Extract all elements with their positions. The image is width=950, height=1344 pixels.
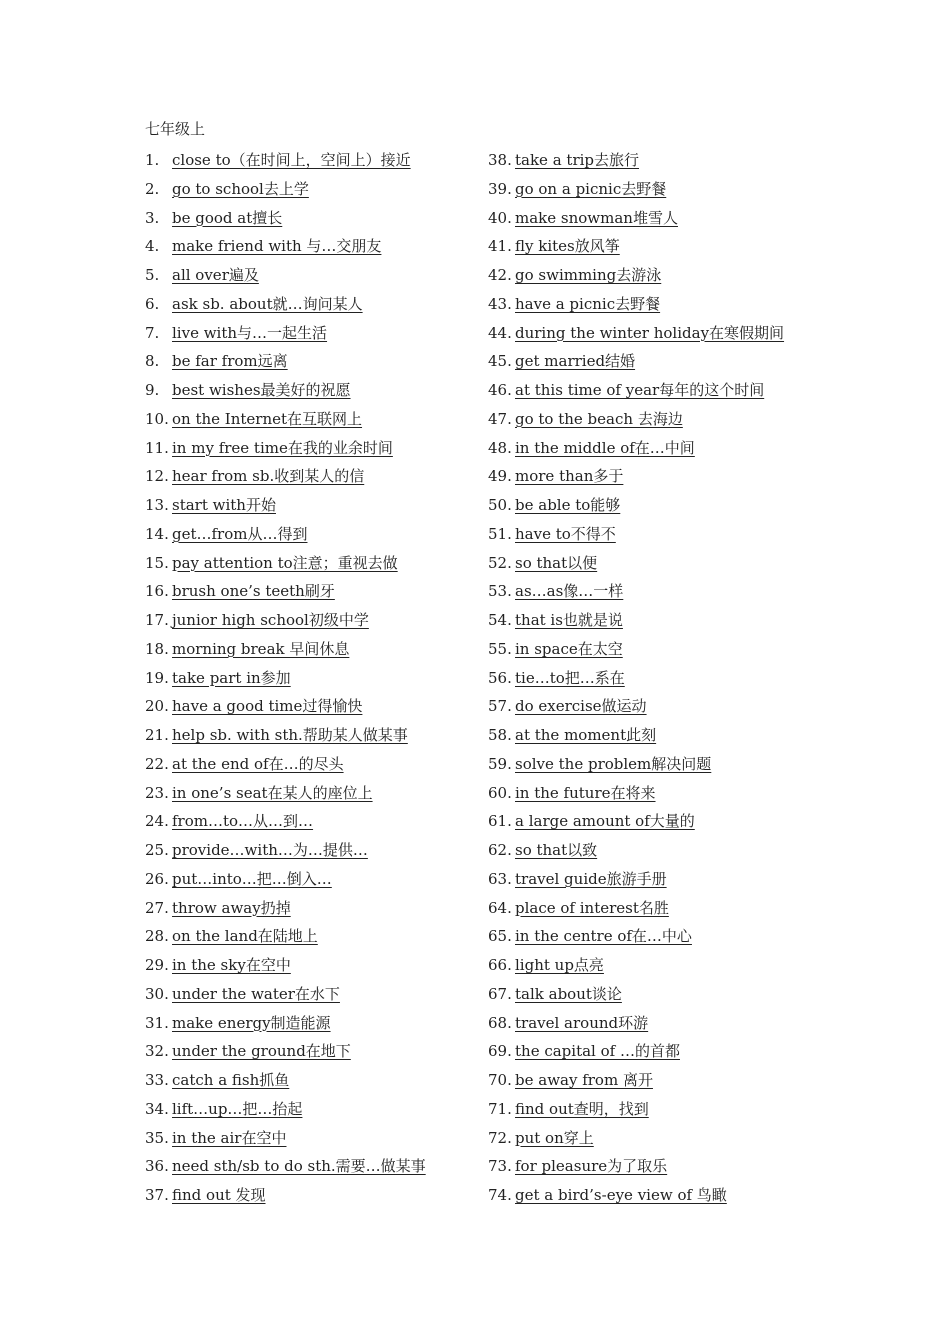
item-number: 23. bbox=[145, 783, 169, 802]
item-number: 55. bbox=[488, 639, 512, 658]
phrase-item bbox=[145, 836, 475, 865]
item-number: 14. bbox=[145, 524, 169, 543]
item-number: 67. bbox=[488, 984, 512, 1003]
phrase-text: solve the problem解决问题 bbox=[515, 754, 712, 773]
phrase-text: throw away扔掉 bbox=[172, 898, 291, 917]
phrase-item bbox=[145, 1009, 475, 1038]
phrase-text: place of interest名胜 bbox=[515, 898, 669, 917]
phrase-item bbox=[488, 577, 818, 606]
phrase-text: under the water在水下 bbox=[172, 984, 340, 1003]
phrase-text: go swimming去游泳 bbox=[515, 266, 662, 284]
item-number: 40. bbox=[488, 208, 512, 227]
item-number: 57. bbox=[488, 697, 512, 716]
item-number: 51. bbox=[488, 524, 512, 543]
phrase-text: be far from远离 bbox=[172, 352, 288, 371]
item-number: 33. bbox=[145, 1071, 169, 1089]
phrase-text: in one’s seat在某人的座位上 bbox=[172, 783, 373, 802]
phrase-text: have to不得不 bbox=[515, 524, 616, 543]
phrase-text: lift…up…把…抬起 bbox=[172, 1099, 303, 1118]
phrase-text: take a trip去旅行 bbox=[515, 151, 640, 169]
phrase-text: travel guide旅游手册 bbox=[515, 869, 667, 888]
phrase-text: go to school去上学 bbox=[172, 179, 309, 198]
phrase-item bbox=[145, 347, 475, 376]
phrase-text: best wishes最美好的祝愿 bbox=[172, 381, 351, 399]
phrase-text: in the sky在空中 bbox=[172, 956, 291, 974]
phrase-text: fly kites放风筝 bbox=[515, 237, 620, 256]
item-number: 53. bbox=[488, 582, 512, 601]
phrase-text: junior high school初级中学 bbox=[172, 611, 369, 629]
phrase-item bbox=[488, 951, 818, 980]
item-number: 54. bbox=[488, 611, 512, 629]
phrase-list-left bbox=[145, 146, 475, 1210]
item-number: 1. bbox=[145, 151, 160, 169]
phrase-text: all over遍及 bbox=[172, 266, 259, 284]
phrase-item bbox=[488, 405, 818, 434]
item-number: 68. bbox=[488, 1013, 512, 1032]
phrase-text: in my free time在我的业余时间 bbox=[172, 438, 393, 457]
phrase-item bbox=[145, 807, 475, 836]
item-number: 37. bbox=[145, 1186, 169, 1204]
phrase-item bbox=[145, 146, 475, 175]
phrase-text: at this time of year每年的这个时间 bbox=[515, 381, 765, 399]
phrase-item bbox=[145, 1095, 475, 1124]
phrase-item bbox=[145, 980, 475, 1009]
item-number: 18. bbox=[145, 639, 169, 658]
item-number: 65. bbox=[488, 927, 512, 946]
phrase-text: have a picnic去野餐 bbox=[515, 294, 661, 313]
phrase-text: at the moment此刻 bbox=[515, 726, 657, 744]
phrase-item bbox=[488, 779, 818, 808]
item-number: 61. bbox=[488, 812, 512, 831]
phrase-text: so that以便 bbox=[515, 553, 598, 572]
phrase-text: as…as像…一样 bbox=[515, 582, 624, 601]
item-number: 25. bbox=[145, 841, 169, 859]
item-number: 69. bbox=[488, 1042, 512, 1061]
phrase-item bbox=[488, 290, 818, 319]
item-number: 42. bbox=[488, 266, 512, 284]
item-number: 16. bbox=[145, 582, 169, 601]
phrase-item bbox=[488, 232, 818, 261]
phrase-item bbox=[488, 922, 818, 951]
phrase-item bbox=[488, 836, 818, 865]
item-number: 7. bbox=[145, 323, 160, 342]
phrase-text: a large amount of大量的 bbox=[515, 812, 695, 831]
item-number: 20. bbox=[145, 697, 169, 716]
item-number: 59. bbox=[488, 754, 512, 773]
item-number: 26. bbox=[145, 869, 169, 888]
item-number: 41. bbox=[488, 237, 512, 256]
item-number: 15. bbox=[145, 553, 169, 572]
phrase-item bbox=[488, 1066, 818, 1095]
item-number: 39. bbox=[488, 179, 512, 198]
phrase-item bbox=[488, 549, 818, 578]
item-number: 3. bbox=[145, 208, 160, 227]
phrase-item bbox=[145, 750, 475, 779]
phrase-item bbox=[145, 290, 475, 319]
item-number: 17. bbox=[145, 611, 169, 629]
phrase-text: close to（在时间上，空间上）接近 bbox=[172, 151, 411, 169]
item-number: 38. bbox=[488, 151, 512, 169]
phrase-item bbox=[488, 664, 818, 693]
phrase-item bbox=[488, 319, 818, 348]
phrase-item bbox=[488, 434, 818, 463]
item-number: 50. bbox=[488, 496, 512, 514]
phrase-item bbox=[488, 462, 818, 491]
phrase-item bbox=[145, 520, 475, 549]
item-number: 60. bbox=[488, 783, 512, 802]
item-number: 12. bbox=[145, 467, 169, 486]
phrase-item bbox=[145, 1181, 475, 1210]
phrase-text: hear from sb.收到某人的信 bbox=[172, 467, 365, 486]
phrase-item bbox=[145, 1066, 475, 1095]
item-number: 72. bbox=[488, 1128, 512, 1147]
phrase-text: be good at擅长 bbox=[172, 208, 283, 227]
item-number: 36. bbox=[145, 1157, 169, 1176]
item-number: 27. bbox=[145, 898, 169, 917]
phrase-text: get a bird’s-eye view of 鸟瞰 bbox=[515, 1186, 727, 1204]
phrase-text: be able to能够 bbox=[515, 496, 621, 514]
phrase-item bbox=[488, 491, 818, 520]
item-number: 13. bbox=[145, 496, 169, 514]
phrase-text: find out查明，找到 bbox=[515, 1099, 649, 1118]
item-number: 6. bbox=[145, 294, 160, 313]
phrase-text: find out 发现 bbox=[172, 1186, 266, 1204]
item-number: 43. bbox=[488, 294, 512, 313]
phrase-text: pay attention to注意；重视去做 bbox=[172, 553, 398, 572]
phrase-text: talk about谈论 bbox=[515, 984, 622, 1003]
item-number: 46. bbox=[488, 381, 512, 399]
phrase-item bbox=[145, 376, 475, 405]
phrase-text: put…into…把…倒入… bbox=[172, 869, 332, 888]
phrase-item bbox=[488, 347, 818, 376]
phrase-text: the capital of …的首都 bbox=[515, 1042, 680, 1061]
phrase-item bbox=[488, 606, 818, 635]
phrase-item bbox=[145, 635, 475, 664]
item-number: 10. bbox=[145, 409, 169, 428]
item-number: 19. bbox=[145, 668, 169, 687]
phrase-item bbox=[145, 721, 475, 750]
item-number: 34. bbox=[145, 1099, 169, 1118]
phrase-text: get…from从…得到 bbox=[172, 524, 308, 543]
phrase-item bbox=[145, 1152, 475, 1181]
phrase-item bbox=[488, 1095, 818, 1124]
phrase-text: from…to…从…到… bbox=[172, 812, 314, 831]
phrase-text: brush one’s teeth刷牙 bbox=[172, 582, 335, 601]
item-number: 30. bbox=[145, 984, 169, 1003]
phrase-item bbox=[145, 175, 475, 204]
phrase-text: morning break 早间休息 bbox=[172, 639, 350, 658]
phrase-text: so that以致 bbox=[515, 841, 598, 859]
item-number: 47. bbox=[488, 409, 512, 428]
phrase-item bbox=[488, 692, 818, 721]
phrase-text: get married结婚 bbox=[515, 352, 636, 371]
phrase-text: more than多于 bbox=[515, 467, 624, 486]
item-number: 49. bbox=[488, 467, 512, 486]
phrase-item bbox=[145, 261, 475, 290]
phrase-text: under the ground在地下 bbox=[172, 1042, 351, 1061]
phrase-text: help sb. with sth.帮助某人做某事 bbox=[172, 726, 408, 744]
phrase-list-right bbox=[488, 146, 818, 1210]
item-number: 71. bbox=[488, 1099, 512, 1118]
item-number: 2. bbox=[145, 179, 160, 198]
phrase-item bbox=[145, 405, 475, 434]
phrase-text: make energy制造能源 bbox=[172, 1013, 331, 1032]
phrase-item bbox=[145, 606, 475, 635]
phrase-item bbox=[145, 319, 475, 348]
phrase-text: travel around环游 bbox=[515, 1013, 649, 1032]
item-number: 4. bbox=[145, 237, 160, 256]
phrase-text: go to the beach 去海边 bbox=[515, 409, 683, 428]
item-number: 24. bbox=[145, 812, 169, 831]
item-number: 5. bbox=[145, 266, 160, 284]
item-number: 29. bbox=[145, 956, 169, 974]
phrase-item bbox=[488, 865, 818, 894]
item-number: 21. bbox=[145, 726, 169, 744]
phrase-text: in the middle of在…中间 bbox=[515, 438, 695, 457]
phrase-item bbox=[145, 434, 475, 463]
section-heading: 七年级上 bbox=[145, 120, 206, 138]
item-number: 9. bbox=[145, 381, 160, 399]
item-number: 28. bbox=[145, 927, 169, 946]
phrase-item bbox=[488, 146, 818, 175]
phrase-text: during the winter holiday在寒假期间 bbox=[515, 323, 785, 342]
phrase-item bbox=[488, 175, 818, 204]
item-number: 8. bbox=[145, 352, 160, 371]
phrase-item bbox=[488, 1124, 818, 1153]
phrase-text: at the end of在…的尽头 bbox=[172, 754, 344, 773]
phrase-item bbox=[488, 204, 818, 233]
phrase-text: be away from 离开 bbox=[515, 1071, 653, 1089]
phrase-item bbox=[145, 1124, 475, 1153]
phrase-text: need sth/sb to do sth.需要…做某事 bbox=[172, 1157, 426, 1176]
phrase-item bbox=[488, 1181, 818, 1210]
phrase-text: in space在太空 bbox=[515, 639, 623, 658]
phrase-item bbox=[145, 462, 475, 491]
phrase-text: tie…to把…系在 bbox=[515, 668, 625, 687]
phrase-text: start with开始 bbox=[172, 496, 276, 514]
phrase-item bbox=[488, 750, 818, 779]
phrase-item bbox=[145, 577, 475, 606]
phrase-text: light up点亮 bbox=[515, 956, 604, 974]
item-number: 62. bbox=[488, 841, 512, 859]
phrase-text: for pleasure为了取乐 bbox=[515, 1157, 668, 1176]
phrase-text: go on a picnic去野餐 bbox=[515, 179, 667, 198]
phrase-text: make snowman堆雪人 bbox=[515, 208, 678, 227]
item-number: 45. bbox=[488, 352, 512, 371]
phrase-text: have a good time过得愉快 bbox=[172, 697, 363, 716]
item-number: 31. bbox=[145, 1013, 169, 1032]
phrase-item bbox=[488, 1152, 818, 1181]
phrase-item bbox=[145, 692, 475, 721]
phrase-text: put on穿上 bbox=[515, 1128, 594, 1147]
phrase-text: make friend with 与…交朋友 bbox=[172, 237, 382, 256]
item-number: 70. bbox=[488, 1071, 512, 1089]
item-number: 64. bbox=[488, 898, 512, 917]
phrase-item bbox=[145, 491, 475, 520]
phrase-item bbox=[145, 951, 475, 980]
phrase-item bbox=[145, 922, 475, 951]
phrase-item bbox=[488, 520, 818, 549]
phrase-text: catch a fish抓鱼 bbox=[172, 1071, 290, 1089]
phrase-item bbox=[488, 894, 818, 923]
item-number: 73. bbox=[488, 1157, 512, 1176]
phrase-text: do exercise做运动 bbox=[515, 697, 647, 716]
phrase-item bbox=[145, 232, 475, 261]
phrase-text: on the land在陆地上 bbox=[172, 927, 318, 946]
phrase-item bbox=[488, 1037, 818, 1066]
phrase-item bbox=[145, 1037, 475, 1066]
item-number: 48. bbox=[488, 438, 512, 457]
phrase-item bbox=[488, 261, 818, 290]
phrase-item bbox=[145, 664, 475, 693]
phrase-item bbox=[488, 376, 818, 405]
phrase-text: in the centre of在…中心 bbox=[515, 927, 692, 946]
item-number: 22. bbox=[145, 754, 169, 773]
phrase-text: in the air在空中 bbox=[172, 1128, 287, 1147]
phrase-item bbox=[145, 549, 475, 578]
phrase-item bbox=[488, 721, 818, 750]
phrase-item bbox=[488, 980, 818, 1009]
item-number: 63. bbox=[488, 869, 512, 888]
item-number: 35. bbox=[145, 1128, 169, 1147]
phrase-item bbox=[145, 865, 475, 894]
item-number: 56. bbox=[488, 668, 512, 687]
phrase-item bbox=[145, 204, 475, 233]
phrase-text: take part in参加 bbox=[172, 668, 291, 687]
item-number: 32. bbox=[145, 1042, 169, 1061]
phrase-text: live with与…一起生活 bbox=[172, 323, 328, 342]
phrase-item bbox=[488, 807, 818, 836]
phrase-text: that is也就是说 bbox=[515, 611, 623, 629]
item-number: 58. bbox=[488, 726, 512, 744]
item-number: 52. bbox=[488, 553, 512, 572]
phrase-text: ask sb. about就…询问某人 bbox=[172, 294, 363, 313]
item-number: 66. bbox=[488, 956, 512, 974]
item-number: 44. bbox=[488, 323, 512, 342]
phrase-item bbox=[145, 779, 475, 808]
phrase-text: on the Internet在互联网上 bbox=[172, 409, 363, 428]
phrase-text: in the future在将来 bbox=[515, 783, 656, 802]
phrase-item bbox=[145, 894, 475, 923]
item-number: 11. bbox=[145, 438, 169, 457]
phrase-item bbox=[488, 635, 818, 664]
phrase-item bbox=[488, 1009, 818, 1038]
phrase-text: provide…with…为…提供… bbox=[172, 841, 368, 859]
item-number: 74. bbox=[488, 1186, 512, 1204]
